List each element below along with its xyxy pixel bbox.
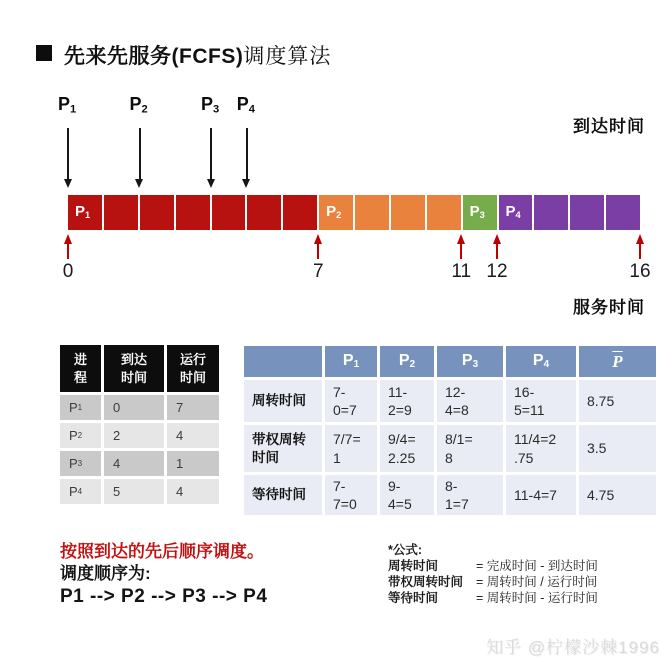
gantt-cell-p4: $P_4$ xyxy=(499,195,533,230)
process-name-cell: P 1 xyxy=(60,395,101,420)
service-tick-label: 7 xyxy=(312,261,324,282)
formula-term: 等待时间 xyxy=(388,591,439,605)
arrival-label-p4: $P_4$ xyxy=(236,94,255,116)
metrics-header-p4: $P_4$ xyxy=(506,346,576,377)
arrival-time-label: 到达时间 xyxy=(573,117,645,136)
metrics-value: 3.5 xyxy=(579,425,656,472)
service-tick-arrow-icon xyxy=(67,244,69,259)
arrival-label-p2: $P_2$ xyxy=(129,94,148,116)
service-tick-arrow-icon xyxy=(496,244,498,259)
arrival-cell: 4 xyxy=(104,451,164,476)
service-time-label: 服务时间 xyxy=(573,298,645,317)
gantt-cell-p3: $P_3$ xyxy=(463,195,497,230)
gantt-cell-p1 xyxy=(283,195,317,230)
service-tick-label: 11 xyxy=(451,261,472,282)
process-table-header-arrival: 到达 时间 xyxy=(104,345,164,392)
process-name-cell: P 4 xyxy=(60,479,101,504)
order-label: 调度顺序为: xyxy=(60,564,151,583)
process-table-header-burst: 运行 时间 xyxy=(167,345,219,392)
metrics-value: 11/4=2 .75 xyxy=(506,425,576,472)
metrics-value: 11-4=7 xyxy=(506,475,576,515)
gantt-cell-p1 xyxy=(104,195,138,230)
metrics-table xyxy=(244,346,656,515)
metrics-header-p3: $P_3$ xyxy=(437,346,503,377)
arrival-cell: 2 xyxy=(104,423,164,448)
service-tick-arrow-icon xyxy=(639,244,641,259)
service-tick-label: 12 xyxy=(486,261,508,282)
metrics-corner-cell xyxy=(244,346,322,377)
metrics-header-average: $\overline{P}$ xyxy=(579,346,656,377)
metrics-value: 8/1= 8 xyxy=(437,425,503,472)
burst-cell: 4 xyxy=(167,479,219,504)
gantt-cell-p4 xyxy=(534,195,568,230)
title-strong: 先来先服务(FCFS) xyxy=(64,45,244,68)
process-name-cell: P 2 xyxy=(60,423,101,448)
formula-definition: = 周转时间 - 运行时间 xyxy=(476,591,598,605)
gantt-cell-p1 xyxy=(212,195,246,230)
arrival-label-p3: $P_3$ xyxy=(200,94,220,116)
service-tick-arrow-icon xyxy=(317,244,319,259)
metrics-row-label-waiting: 等待时间 xyxy=(244,475,322,515)
metrics-row-label-turnaround: 周转时间 xyxy=(244,380,322,422)
gantt-cell-p1 xyxy=(176,195,210,230)
formula-heading: *公式: xyxy=(388,543,423,557)
gantt-cell-p1 xyxy=(140,195,174,230)
metrics-value: 12- 4=8 xyxy=(437,380,503,422)
burst-cell: 4 xyxy=(167,423,219,448)
watermark: 知乎 @柠檬沙棘1996 xyxy=(486,638,660,657)
gantt-cell-p2: $P_2$ xyxy=(319,195,353,230)
title-tail: 调度算法 xyxy=(243,45,332,68)
metrics-value: 8.75 xyxy=(579,380,656,422)
burst-cell: 1 xyxy=(167,451,219,476)
formula-definition: = 完成时间 - 到达时间 xyxy=(476,559,598,573)
metrics-value: 16- 5=11 xyxy=(506,380,576,422)
metrics-value: 11- 2=9 xyxy=(380,380,434,422)
formula-term: 周转时间 xyxy=(388,559,439,573)
process-table-header-process: 进 程 xyxy=(60,345,101,392)
arrival-cell: 5 xyxy=(104,479,164,504)
metrics-value: 9/4= 2.25 xyxy=(380,425,434,472)
metrics-value: 7/7= 1 xyxy=(325,425,377,472)
arrival-label-p1: $P_1$ xyxy=(57,94,77,116)
scheduling-notes xyxy=(60,541,267,609)
gantt-cell-p2 xyxy=(391,195,425,230)
gantt-cell-p4 xyxy=(606,195,640,230)
order-sequence: P1 --> P2 --> P3 --> P4 xyxy=(60,586,268,607)
arrival-arrow-icon xyxy=(139,128,141,180)
service-tick-label: 16 xyxy=(629,261,651,282)
metrics-value: 4.75 xyxy=(579,475,656,515)
arrival-arrow-icon xyxy=(67,128,69,180)
metrics-value: 9- 4=5 xyxy=(380,475,434,515)
metrics-row-label-weighted-turnaround: 带权周转 时间 xyxy=(244,425,322,472)
process-name-cell: P 3 xyxy=(60,451,101,476)
gantt-cell-p1: $P_1$ xyxy=(68,195,102,230)
metrics-header-p1: $P_1$ xyxy=(325,346,377,377)
gantt-cell-p2 xyxy=(427,195,461,230)
service-tick-arrow-icon xyxy=(460,244,462,259)
gantt-cell-p4 xyxy=(570,195,604,230)
formula-row xyxy=(388,590,598,606)
service-tick-label: 0 xyxy=(62,261,74,282)
arrival-cell: 0 xyxy=(104,395,164,420)
formula-block xyxy=(388,542,598,606)
gantt-cell-p1 xyxy=(247,195,281,230)
formula-definition: = 周转时间 / 运行时间 xyxy=(476,575,598,589)
metrics-value: 8- 1=7 xyxy=(437,475,503,515)
metrics-value: 7- 7=0 xyxy=(325,475,377,515)
formula-row xyxy=(388,558,598,574)
note-red-line: 按照到达的先后顺序调度。 xyxy=(60,542,264,561)
metrics-header-p2: $P_2$ xyxy=(380,346,434,377)
process-table xyxy=(60,345,219,504)
formula-term: 带权周转时间 xyxy=(388,575,464,589)
arrival-arrow-icon xyxy=(246,128,248,180)
burst-cell: 7 xyxy=(167,395,219,420)
metrics-value: 7- 0=7 xyxy=(325,380,377,422)
formula-row xyxy=(388,574,598,590)
gantt-bar xyxy=(68,195,640,230)
gantt-cell-p2 xyxy=(355,195,389,230)
arrival-arrow-icon xyxy=(210,128,212,180)
